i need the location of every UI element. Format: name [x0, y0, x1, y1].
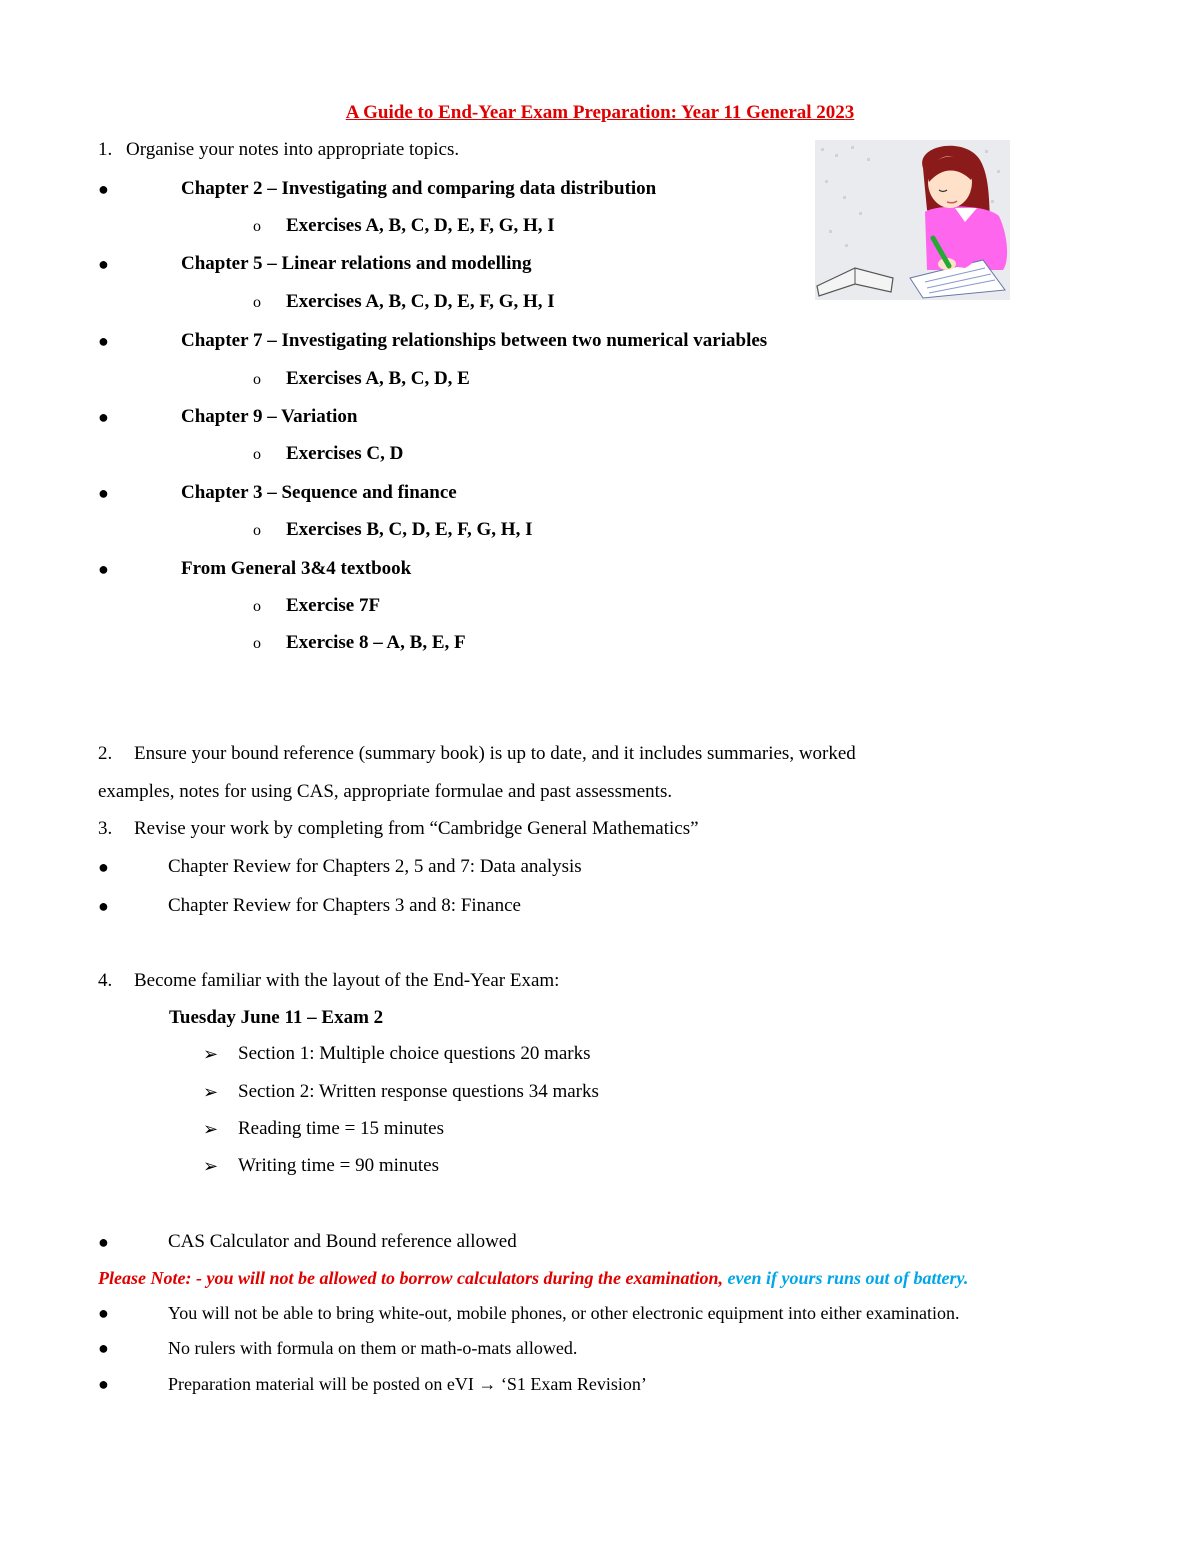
exercise-item: Exercises A, B, C, D, E, F, G, H, I [286, 215, 555, 236]
chapter-item: Chapter 9 – Variation [181, 406, 358, 427]
chapter-item: Chapter 5 – Linear relations and modelling [181, 253, 532, 274]
step-3-text: Revise your work by completing from “Cambridge General Mathematics” [134, 818, 699, 839]
step-2-text-continued: examples, notes for using CAS, appropriate formulae and past assessments. [98, 781, 673, 802]
step-2-number: 2. [98, 743, 113, 764]
please-note-warning: Please Note: - you will not be allowed to borrow calculators during the examination, [98, 1268, 724, 1288]
please-note [98, 1267, 968, 1289]
bullet-icon: ● [98, 1374, 109, 1394]
rule-item: You will not be able to bring white-out, mobile phones, or other electronic equipment into either examination. [168, 1303, 960, 1323]
step-4-number: 4. [98, 970, 113, 991]
review-item: Chapter Review for Chapters 2, 5 and 7: Data analysis [168, 856, 582, 877]
arrow-bullet-icon: ➢ [203, 1082, 219, 1102]
step-1-number: 1. [98, 139, 113, 160]
circle-bullet-icon: o [253, 522, 261, 539]
bullet-icon: ● [98, 1303, 109, 1323]
allowed-note: CAS Calculator and Bound reference allowed [168, 1231, 517, 1252]
arrow-bullet-icon: ➢ [203, 1156, 219, 1176]
exercise-item: Exercise 8 – A, B, E, F [286, 632, 466, 653]
exercise-item: Exercises B, C, D, E, F, G, H, I [286, 519, 533, 540]
circle-bullet-icon: o [253, 294, 261, 311]
circle-bullet-icon: o [253, 371, 261, 388]
exam-item: Section 2: Written response questions 34 marks [238, 1081, 599, 1102]
review-item: Chapter Review for Chapters 3 and 8: Finance [168, 895, 521, 916]
rule-item: Preparation material will be posted on eVI → ‘S1 Exam Revision’ [168, 1374, 647, 1394]
step-3-number: 3. [98, 818, 113, 839]
bullet-icon: ● [98, 331, 109, 351]
bullet-icon: ● [98, 1232, 109, 1252]
bullet-icon: ● [98, 407, 109, 427]
circle-bullet-icon: o [253, 635, 261, 652]
page-title: A Guide to End-Year Exam Preparation: Year 11 General 2023 [345, 102, 855, 123]
step-4-text: Become familiar with the layout of the End-Year Exam: [134, 970, 560, 991]
chapter-item: Chapter 2 – Investigating and comparing data distribution [181, 178, 657, 199]
exam-item: Reading time = 15 minutes [238, 1118, 444, 1139]
step-2-text: Ensure your bound reference (summary book) is up to date, and it includes summaries, worked [134, 743, 856, 764]
exam-item: Section 1: Multiple choice questions 20 marks [238, 1043, 591, 1064]
exercise-item: Exercises A, B, C, D, E [286, 368, 470, 389]
please-note-battery: even if yours runs out of battery. [727, 1268, 969, 1288]
exam-item: Writing time = 90 minutes [238, 1155, 439, 1176]
bullet-icon: ● [98, 896, 109, 916]
bullet-icon: ● [98, 483, 109, 503]
exercise-item: Exercises A, B, C, D, E, F, G, H, I [286, 291, 555, 312]
exercise-item: Exercise 7F [286, 595, 381, 616]
student-writing-icon [815, 140, 1010, 300]
bullet-icon: ● [98, 559, 109, 579]
chapter-item: Chapter 3 – Sequence and finance [181, 482, 457, 503]
bullet-icon: ● [98, 254, 109, 274]
rule-item: No rulers with formula on them or math-o-mats allowed. [168, 1338, 578, 1358]
exam-heading: Tuesday June 11 – Exam 2 [169, 1007, 384, 1028]
circle-bullet-icon: o [253, 598, 261, 615]
step-1-text: Organise your notes into appropriate topics. [126, 139, 460, 160]
exercise-item: Exercises C, D [286, 443, 404, 464]
arrow-bullet-icon: ➢ [203, 1044, 219, 1064]
circle-bullet-icon: o [253, 446, 261, 463]
chapter-item: From General 3&4 textbook [181, 558, 412, 579]
bullet-icon: ● [98, 857, 109, 877]
bullet-icon: ● [98, 179, 109, 199]
chapter-item: Chapter 7 – Investigating relationships between two numerical variables [181, 330, 768, 351]
circle-bullet-icon: o [253, 218, 261, 235]
bullet-icon: ● [98, 1338, 109, 1358]
arrow-bullet-icon: ➢ [203, 1119, 219, 1139]
